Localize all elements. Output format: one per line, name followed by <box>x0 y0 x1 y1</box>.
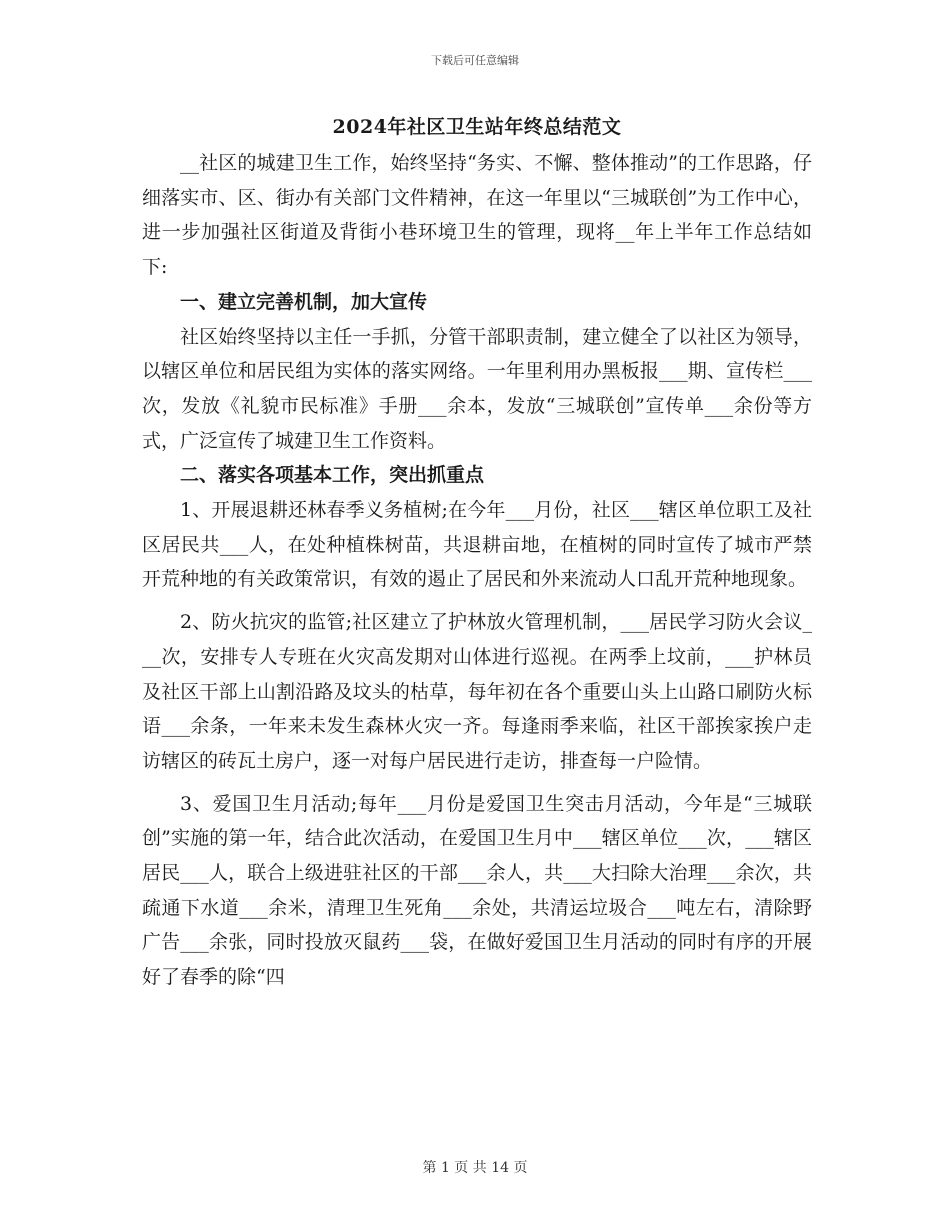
section-1-heading: 一、建立完善机制，加大宣传 <box>180 290 428 313</box>
section-2-item-3: 3、爱国卫生月活动;每年___月份是爱国卫生突击月活动，今年是“三城联创”实施的第一年，结合此次活动，在爱国卫生月中___辖区单位___次，___辖区居民___人，联合上级进驻社区的干部___余人，共___大扫除大治理___余次，共疏通下水道___余米，清理卫生死角___余处，共清运垃圾合___吨左右，清除野广告___余张，同时投放灭鼠药___袋，在做好爱国卫生月活动的同时有序的开展好了春季的除“四 <box>142 792 812 989</box>
section-1-paragraph: 社区始终坚持以主任一手抓，分管干部职责制，建立健全了以社区为领导，以辖区单位和居民组为实体的落实网络。一年里利用办黑板报___期、宣传栏___次，发放《礼貌市民标准》手册___余本，发放“三城联创”宣传单___余份等方式，广泛宣传了城建卫生工作资料。 <box>142 325 812 452</box>
header-note: 下载后可任意编辑 <box>431 54 519 67</box>
paragraph-gap <box>142 597 812 605</box>
section-2-heading: 二、落实各项基本工作，突出抓重点 <box>180 464 485 487</box>
paragraph-gap <box>142 779 812 787</box>
section-2-item-1: 1、开展退耕还林春季义务植树;在今年___月份，社区___辖区单位职工及社区居民共___人，在处种植株树苗，共退耕亩地，在植树的同时宣传了城市严禁开荒种地的有关政策常识，有效的遏止了居民和外来流动人口乱开荒种地现象。 <box>142 499 812 591</box>
document-title: 2024年社区卫生站年终总结范文 <box>332 116 622 138</box>
page-footer: 第 1 页 共 14 页 <box>422 1160 528 1176</box>
section-2-item-2: 2、防火抗灾的监管;社区建立了护林放火管理机制，___居民学习防火会议___次，安排专人专班在火灾高发期对山体进行巡视。在两季上坟前，___护林员及社区干部上山割沿路及坟头的枯草，每年初在各个重要山头上山路口刷防火标语___余条，一年来未发生森林火灾一齐。每逢雨季来临，社区干部挨家挨户走访辖区的砖瓦土房户，逐一对每户居民进行走访，排查每一户险情。 <box>142 611 812 772</box>
intro-paragraph: __社区的城建卫生工作，始终坚持“务实、不懈、整体推动”的工作思路，仔细落实市、区、街办有关部门文件精神，在这一年里以“三城联创”为工作中心，进一步加强社区街道及背街小巷环境卫生的管理，现将__年上半年工作总结如下: <box>142 152 812 279</box>
document-body <box>142 110 812 995</box>
